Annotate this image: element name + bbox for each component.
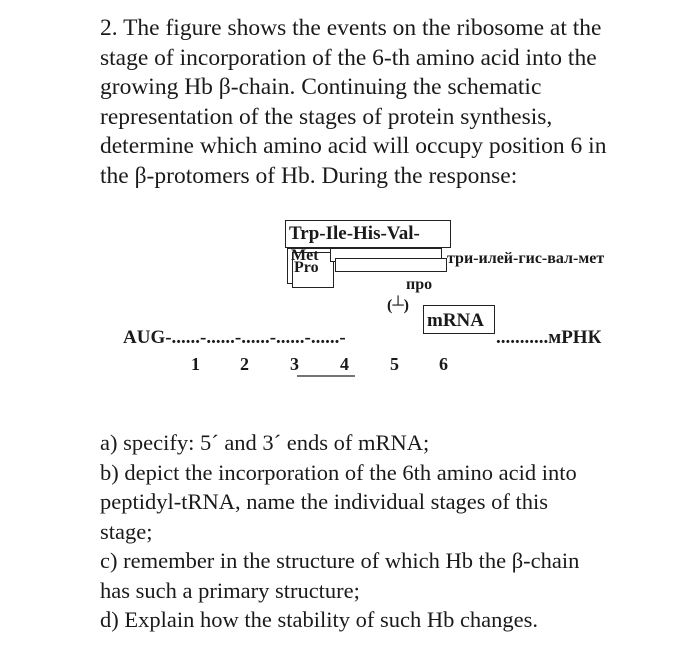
peptide-chain-label: Trp-Ile-His-Val- bbox=[289, 223, 420, 244]
codon-number: 1 bbox=[191, 354, 200, 374]
codon-number: 6 bbox=[439, 354, 448, 374]
pro-russian-label: про bbox=[406, 276, 433, 293]
question-line: a) specify: 5´ and 3´ ends of mRNA; bbox=[100, 430, 430, 455]
intro-line: 2. The figure shows the events on the ribosome at the bbox=[100, 15, 602, 41]
met-label: Met bbox=[291, 247, 319, 264]
trna-anticodon-icon: (┴) bbox=[387, 297, 409, 314]
codon-number: 5 bbox=[390, 354, 399, 374]
codon-number: 4 bbox=[340, 354, 349, 374]
question-line: peptidyl-tRNA, name the individual stages of this bbox=[100, 489, 549, 514]
intro-line: stage of incorporation of the 6-th amino acid into the bbox=[100, 44, 597, 71]
question-line: c) remember in the structure of which Hb the β-chain bbox=[100, 548, 580, 573]
question-line: has such a primary structure; bbox=[100, 577, 360, 603]
codon-number: 2 bbox=[240, 354, 249, 374]
mrna-sequence-left: AUG-......-......-......-......-......- bbox=[123, 327, 346, 348]
question-line: b) depict the incorporation of the 6th amino acid into bbox=[100, 459, 577, 485]
question-list bbox=[100, 428, 680, 635]
russian-peptide-label: три-илей-гис-вал-мет bbox=[447, 250, 605, 267]
codon-number: 3 bbox=[290, 354, 299, 374]
mrna-sequence-right: ...........мРНК bbox=[496, 327, 602, 348]
intro-line: the β-protomers of Hb. During the response: bbox=[100, 162, 518, 189]
mrna-box-label: mRNA bbox=[427, 310, 484, 331]
pro-label: Pro bbox=[294, 259, 319, 276]
question-line: d) Explain how the stability of such Hb changes. bbox=[100, 607, 539, 632]
intro-line: representation of the stages of protein synthesis, bbox=[100, 103, 553, 130]
intro-line: determine which amino acid will occupy position 6 in bbox=[100, 133, 607, 159]
intro-line: growing Hb β-chain. Continuing the schematic bbox=[100, 74, 542, 100]
question-line: stage; bbox=[100, 518, 153, 544]
